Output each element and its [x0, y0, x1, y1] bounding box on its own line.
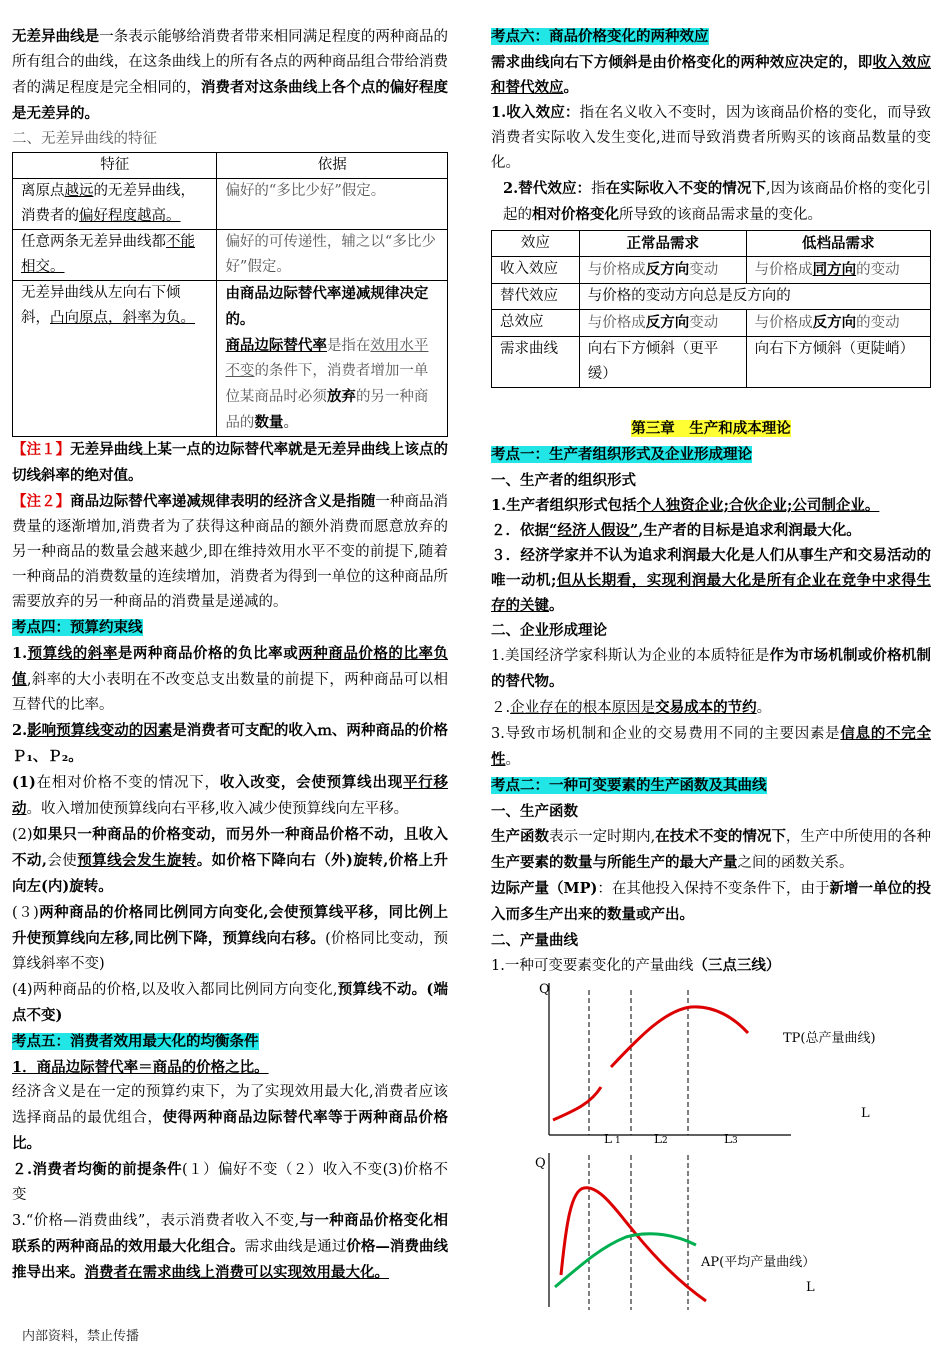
kp4-sub-3: (３)两种商品的价格同比例同方向变化,会使预算线平移，同比例上升使预算线向左移,同比例下降，预算线向右移。(价格同比变动，预算线斜率不变)	[12, 904, 449, 972]
indifference-features-table	[12, 152, 448, 437]
ch3-firm-3: 3.导致市场机制和企业的交易费用不同的主要因素是信息的不完全性。	[491, 725, 931, 768]
tp-l-label: L	[861, 1106, 870, 1121]
table-header: 依据	[217, 153, 448, 179]
kp6-heading: 考点六：商品价格变化的两种效应	[491, 28, 709, 45]
section-title-features: 二、无差异曲线的特征	[12, 131, 157, 147]
indifference-curve-definition: 无差异曲线是一条表示能够给消费者带来相同满足程度的两种商品的所有组合的曲线，在这条曲线上的所有各点的两种商品组合带给消费者的满足程度是完全相同的，消费者对这条曲线上各个点的偏好程度是无差异的。	[12, 28, 449, 122]
feature-cell: 无差异曲线从左向右下倾斜，凸向原点，斜率为负。	[13, 281, 217, 437]
chapter-3-title: 第三章 生产和成本理论	[631, 420, 791, 437]
feature-cell: 离原点越远的无差异曲线，消费者的偏好程度越高。	[13, 179, 217, 230]
normal-cell: 与价格成反方向变动	[579, 257, 746, 284]
tp-q-label: Q	[539, 982, 550, 997]
ap-label: AP(平均产量曲线）	[701, 1255, 816, 1270]
ap-curve	[555, 1234, 696, 1287]
effect-name: 总效应	[492, 310, 580, 337]
ch3-section-1: 一、生产者的组织形式	[491, 472, 636, 489]
table-row	[13, 179, 448, 230]
kp5-item-3: 3.“价格—消费曲线”，表示消费者收入不变,与一种商品价格变化相联系的两种商品的效用最大化组合。需求曲线是通过价格—消费曲线推导出来。消费者在需求曲线上消费可以实现效用最大化。	[12, 1212, 449, 1281]
table-header: 低档品需求	[746, 231, 930, 257]
basis-cell: 由商品边际替代率递减规律决定的。 商品边际替代率是指在效用水平不变的条件下，消费者增加一单位某商品时必须放弃的另一种商品的数量。	[217, 281, 448, 437]
l2-label: L2	[654, 1132, 668, 1146]
basis-cell: 偏好的可传递性，辅之以“多比少好”假定。	[217, 230, 448, 281]
ch3-item-2: ２．依据“经济人假设”,生产者的目标是追求利润最大化。	[491, 522, 861, 539]
ch3-production-function: 生产函数表示一定时期内,在技术不变的情况下，生产中所使用的各种生产要素的数量与所能生产的最大产量之间的函数关系。	[491, 828, 932, 871]
note-2: 【注２】商品边际替代率递减规律表明的经济含义是指随一种商品消费量的逐渐增加,消费者为了获得这种商品的额外消费而愿意放弃的另一种商品的数量会越来越少,即在维持效用水平不变的前提下,随着一种商品的消费数量的连续增加，消费者为得到一单位的这种商品所需要放弃的另一种商品的消费量是递减的。	[12, 493, 449, 610]
kp4-sub-4: (4)两种商品的价格,以及收入都同比例同方向变化,预算线不动。(端点不变)	[12, 981, 448, 1024]
l1-label: L 1	[604, 1132, 621, 1146]
ch3-firm-2: ２.企业存在的根本原因是交易成本的节约。	[491, 699, 772, 716]
kp5-heading: 考点五：消费者效用最大化的均衡条件	[12, 1033, 259, 1050]
ch3-production-function-title: 一、生产函数	[491, 803, 578, 820]
ch3-output-curves-sub: 1.一种可变要素变化的产量曲线（三点三线）	[491, 957, 781, 974]
ch3-marginal-product: 边际产量（MP)：在其他投入保持不变条件下，由于新增一单位的投入而多生产出来的数量或产出。	[491, 880, 932, 923]
left-column	[12, 24, 448, 1286]
ch3-item-1: 1.生产者组织形式包括个人独资企业;合伙企业;公司制企业。	[491, 497, 880, 514]
ch3-kp1-heading: 考点一：生产者组织形式及企业形成理论	[491, 446, 752, 463]
table-row	[492, 337, 931, 388]
effect-name: 收入效应	[492, 257, 580, 284]
tp-curve-upper	[611, 1007, 748, 1067]
footer-note: 内部资料，禁止传播	[22, 1329, 140, 1344]
kp6-intro: 需求曲线向右下方倾斜是由价格变化的两种效应决定的，即收入效应和替代效应。	[491, 54, 932, 96]
effect-name: 需求曲线	[492, 337, 580, 388]
ap-q-label: Q	[535, 1156, 546, 1171]
production-curves-diagram	[491, 975, 931, 1315]
kp4-heading: 考点四：预算约束线	[12, 619, 143, 636]
mp-curve	[561, 1188, 706, 1301]
kp4-item-2: 2.影响预算线变动的因素是消费者可支配的收入ｍ、两种商品的价格Ｐ₁、Ｐ₂。	[12, 722, 449, 765]
tp-label: TP(总产量曲线)	[783, 1031, 876, 1046]
normal-cell: 向右下方倾斜（更平缓）	[579, 337, 746, 388]
ch3-kp2-heading: 考点二：一种可变要素的生产函数及其曲线	[491, 777, 767, 794]
table-header: 效应	[492, 231, 580, 257]
l3-label: L3	[724, 1132, 738, 1146]
inferior-cell: 与价格成反方向的变动	[746, 310, 930, 337]
kp6-item-1: 1.收入效应：指在名义收入不变时，因为该商品价格的变化，而导致消费者实际收入发生变化,进而导致消费者所购买的该商品数量的变化。	[491, 104, 932, 171]
table-header: 特征	[13, 153, 217, 179]
kp5-item-1: 1．商品边际替代率＝商品的价格之比。	[12, 1059, 269, 1076]
basis-cell: 偏好的“多比少好”假定。	[217, 179, 448, 230]
ch3-section-2: 二、企业形成理论	[491, 622, 607, 639]
substitution-cell: 与价格的变动方向总是反方向的	[579, 284, 930, 310]
ap-l-label: L	[806, 1280, 815, 1295]
note-1: 【注１】无差异曲线上某一点的边际替代率就是无差异曲线上该点的切线斜率的绝对值。	[12, 441, 449, 484]
effect-name: 替代效应	[492, 284, 580, 310]
normal-cell: 与价格成反方向变动	[579, 310, 746, 337]
ch3-firm-1: 1.美国经济学家科斯认为企业的本质特征是作为市场机制或价格机制的替代物。	[491, 647, 931, 690]
table-row	[13, 281, 448, 437]
inferior-cell: 向右下方倾斜（更陡峭）	[746, 337, 930, 388]
kp5-item-1-text: 经济含义是在一定的预算约束下，为了实现效用最大化,消费者应该选择商品的最优组合，使得两种商品边际替代率等于两种商品价格比。	[12, 1084, 449, 1152]
inferior-cell: 与价格成同方向的变动	[746, 257, 930, 284]
table-header: 正常品需求	[579, 231, 746, 257]
table-row	[492, 257, 931, 284]
kp4-item-1: 1.预算线的斜率是两种商品价格的负比率或两种商品价格的比率负值,斜率的大小表明在不改变总支出数量的前提下，两种商品可以相互替代的比率。	[12, 645, 449, 713]
table-row	[13, 230, 448, 281]
table-row	[492, 284, 931, 310]
ch3-item-3: ３．经济学家并不认为追求利润最大化是人们从事生产和交易活动的唯一动机;但从长期看，实现利润最大化是所有企业在竞争中求得生存的关键。	[491, 547, 932, 614]
tp-curve-lower	[553, 1087, 601, 1120]
table-row	[492, 310, 931, 337]
kp5-item-2: ２.消费者均衡的前提条件(１）偏好不变（２）收入不变(3)价格不变	[12, 1161, 448, 1203]
right-column	[491, 24, 931, 979]
ch3-output-curves-title: 二、产量曲线	[491, 932, 578, 949]
kp6-item-2: 2.替代效应：指在实际收入不变的情况下,因为该商品价格的变化引起的相对价格变化所导致的该商品需求量的变化。	[503, 180, 932, 223]
kp4-sub-2: (2)如果只一种商品的价格变动，而另外一种商品价格不动，且收入不动,会使预算线会发生旋转。如价格下降向右（外)旋转,价格上升向左(内)旋转。	[12, 826, 449, 895]
feature-cell: 任意两条无差异曲线都不能相交。	[13, 230, 217, 281]
effects-table	[491, 230, 931, 388]
kp4-sub-1: (1)在相对价格不变的情况下，收入改变，会使预算线出现平行移动。收入增加使预算线向右平移,收入减少使预算线向左平移。	[12, 774, 449, 817]
